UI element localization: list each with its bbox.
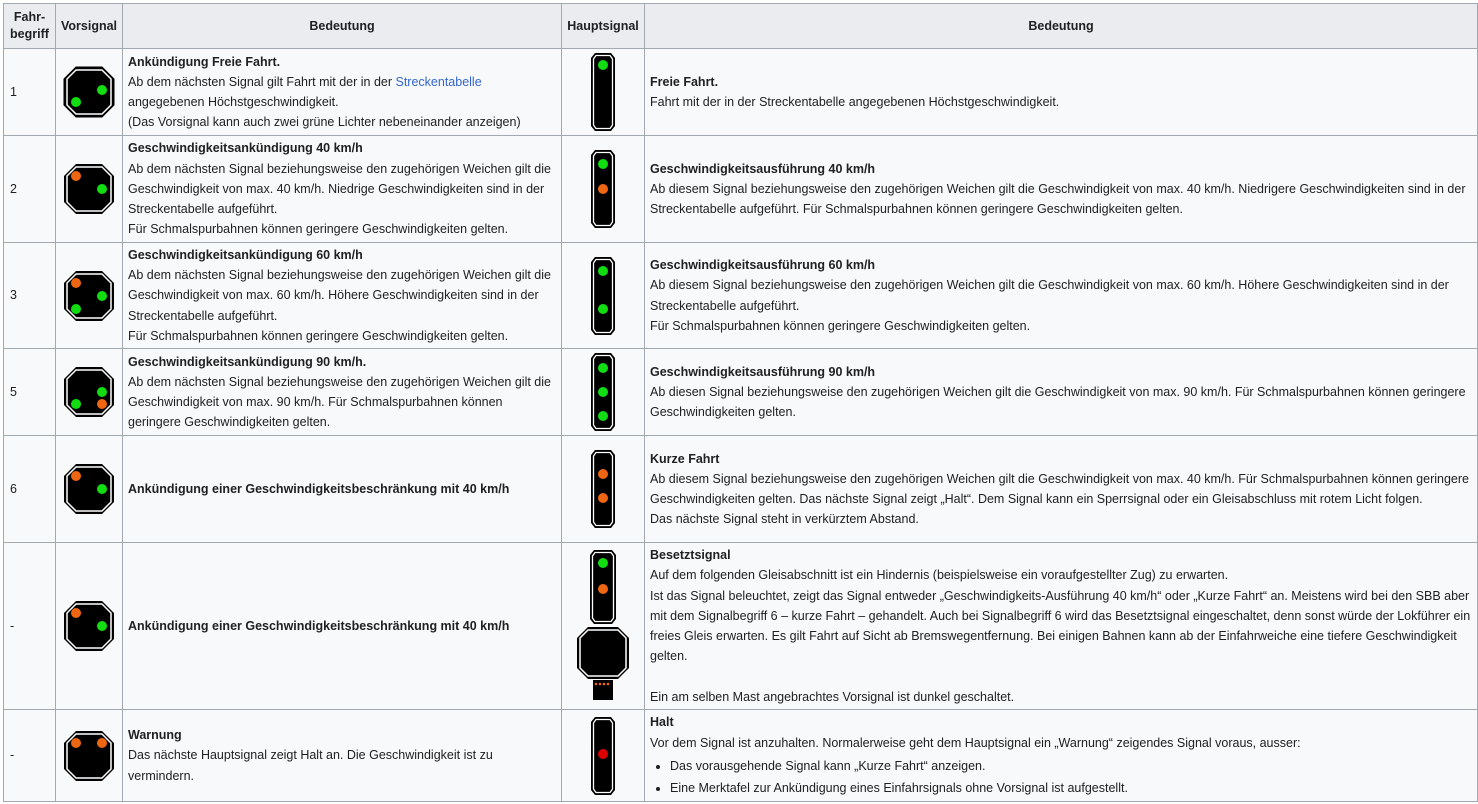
exceptions-list [650, 755, 1472, 799]
vorsignal-light [71, 278, 81, 288]
header-fahrbegriff-line1: Fahr- [13, 10, 46, 24]
description-text: Ein am selben Mast angebrachtes Vorsignal ist dunkel geschaltet. [650, 689, 1015, 704]
fahrbegriff-cell: 5 [4, 349, 56, 436]
hauptsignal-light [598, 159, 608, 169]
vorsignal-green-green-icon [63, 66, 115, 118]
header-bedeutung-hauptsignal: Bedeutung [645, 4, 1478, 49]
hauptsignal-light [598, 411, 608, 421]
description-text: Vor dem Signal ist anzuhalten. Normalerweise geht dem Hauptsignal ein „Warnung“ zeigendes Signal voraus, ausser: [650, 735, 1301, 750]
description-text: Ab dem nächsten Signal gilt Fahrt mit der in der [128, 74, 396, 89]
header-vorsignal: Vorsignal [56, 4, 123, 49]
description-text: Ab diesen Signal beziehungsweise den zugehörigen Weichen gilt die Geschwindigkeit von max. 90 km/h. Für Schmalspurbahnen können geringere Geschwindigkeiten gelten. [650, 384, 1466, 420]
description-text: Für Schmalspurbahnen können geringere Geschwindigkeiten gelten. [128, 328, 509, 343]
hauptsignal-besetzt-icon [575, 549, 631, 703]
hauptsignal-title: Freie Fahrt. [650, 74, 719, 89]
hauptsignal-light [598, 60, 608, 70]
hauptsignal-description [645, 49, 1478, 136]
list-item: • Das vorausgehende Signal kann „Kurze Fahrt“ anzeigen. [670, 755, 1472, 777]
vorsignal-orange-green-green-icon [63, 270, 115, 322]
table-row [4, 136, 1478, 243]
vorsignal-light [97, 387, 107, 397]
vorsignal-light [71, 97, 81, 107]
hauptsignal-light [598, 387, 608, 397]
vorsignal-description [123, 543, 562, 710]
vorsignal-light [97, 85, 107, 95]
vorsignal-light [97, 738, 107, 748]
hauptsignal-title: Kurze Fahrt [650, 451, 720, 466]
vorsignal-light [97, 184, 107, 194]
vorsignal-light [71, 471, 81, 481]
vorsignal-description [123, 349, 562, 436]
vorsignal-image [56, 436, 123, 543]
fahrbegriff-cell: 2 [4, 136, 56, 243]
hauptsignal-image [562, 136, 645, 243]
vorsignal-description [123, 710, 562, 802]
vorsignal-light [97, 399, 107, 409]
vorsignal-light [97, 484, 107, 494]
fahrbegriff-cell: - [4, 710, 56, 802]
vorsignal-image [56, 349, 123, 436]
description-text: Ab dem nächsten Signal beziehungsweise den zugehörigen Weichen gilt die Geschwindigkeit von max. 60 km/h. Höhere Geschwindigkeiten sind in der Streckentabelle aufgeführt. [128, 268, 551, 323]
hauptsignal-description [645, 349, 1478, 436]
vorsignal-orange-green-icon [63, 163, 115, 215]
vorsignal-image [56, 543, 123, 710]
vorsignal-description [123, 49, 562, 136]
vorsignal-orange-green-icon [63, 463, 115, 515]
hauptsignal-image [562, 349, 645, 436]
description-text: Für Schmalspurbahnen können geringere Geschwindigkeiten gelten. [650, 318, 1031, 333]
header-fahrbegriff-line2: begriff [10, 27, 49, 41]
hauptsignal-light [598, 558, 608, 568]
hauptsignal-light [598, 584, 608, 594]
hauptsignal-light [598, 749, 608, 759]
description-text: Für Schmalspurbahnen können geringere Geschwindigkeiten gelten. [128, 222, 509, 237]
vorsignal-title: Geschwindigkeitsankündigung 60 km/h [128, 247, 363, 262]
vorsignal-light [71, 738, 81, 748]
vorsignal-description [123, 436, 562, 543]
hauptsignal-title: Geschwindigkeitsausführung 60 km/h [650, 258, 876, 273]
fahrbegriff-cell: 1 [4, 49, 56, 136]
hauptsignal-light [598, 363, 608, 373]
table-row [4, 436, 1478, 543]
header-fahrbegriff [4, 4, 56, 49]
vorsignal-image [56, 710, 123, 802]
vorsignal-image [56, 49, 123, 136]
vorsignal-orange-green-icon [63, 600, 115, 652]
hauptsignal-green-orange-icon [590, 149, 616, 229]
list-item: • Eine Merktafel zur Ankündigung eines Einfahrsignals ohne Vorsignal ist aufgestellt. [670, 777, 1472, 799]
table-row [4, 243, 1478, 349]
vorsignal-light [71, 304, 81, 314]
fahrbegriff-cell: 3 [4, 243, 56, 349]
vorsignal-description [123, 136, 562, 243]
vorsignal-description [123, 243, 562, 349]
hauptsignal-title: Besetztsignal [650, 548, 731, 563]
table-row [4, 710, 1478, 802]
hauptsignal-orange-orange-icon [590, 449, 616, 529]
table-row [4, 543, 1478, 710]
hauptsignal-image [562, 49, 645, 136]
description-text: Ab diesem Signal beziehungsweise den zugehörigen Weichen gilt die Geschwindigkeit von max. 60 km/h. Höhere Geschwindigkeiten sind in der Streckentabelle aufgeführt. [650, 278, 1449, 313]
hauptsignal-light [598, 493, 608, 503]
vorsignal-title: Ankündigung einer Geschwindigkeitsbeschränkung mit 40 km/h [128, 481, 510, 496]
hauptsignal-light [598, 304, 608, 314]
vorsignal-image [56, 243, 123, 349]
vorsignal-light [71, 399, 81, 409]
hauptsignal-title: Geschwindigkeitsausführung 40 km/h [650, 161, 876, 176]
hauptsignal-light [598, 469, 608, 479]
description-text: Auf dem folgenden Gleisabschnitt ist ein Hindernis (beispielsweise ein voraufgestellter Zug) zu erwarten. [650, 568, 1229, 583]
hauptsignal-description [645, 543, 1478, 710]
vorsignal-title: Warnung [128, 728, 182, 743]
hauptsignal-title: Halt [650, 715, 674, 730]
vorsignal-light [71, 608, 81, 618]
description-text: Ab dem nächsten Signal beziehungsweise den zugehörigen Weichen gilt die Geschwindigkeit von max. 90 km/h. Für Schmalspurbahnen können geringere Geschwindigkeiten gelten. [128, 374, 551, 430]
hauptsignal-green-green-green-icon [590, 352, 616, 432]
description-text: (Das Vorsignal kann auch zwei grüne Lichter nebeneinander anzeigen) [128, 115, 521, 130]
table-row [4, 49, 1478, 136]
vorsignal-orange-orange-icon [63, 730, 115, 782]
description-text: angegebenen Höchstgeschwindigkeit. [128, 95, 339, 109]
hauptsignal-description [645, 243, 1478, 349]
description-text: Ist das Signal beleuchtet, zeigt das Signal entweder „Geschwindigkeits-Ausführung 40 km/h“ oder „Kurze Fahrt“ an. Meistens wird bei den SBB aber mit dem Signalbegriff 6 – kurze Fahrt – gehandelt. Auch bei Signalbegriff 6 wird das Besetztsignal eingeschaltet, denn sonst würde der Lokführer ein freies Gleis erwarten. Es gilt Fahrt auf Sicht ab Bremswegentfernung. Bei einigen Bahnen kann ab der Einfahrweiche eine tiefere Geschwindigkeit gelten. [650, 588, 1471, 664]
vorsignal-title: Ankündigung Freie Fahrt. [128, 54, 281, 69]
vorsignal-image [56, 136, 123, 243]
header-row [4, 4, 1478, 49]
description-text: Fahrt mit der in der Streckentabelle angegebenen Höchstgeschwindigkeit. [650, 95, 1060, 109]
hauptsignal-description [645, 136, 1478, 243]
vorsignal-light [71, 171, 81, 181]
hauptsignal-title: Geschwindigkeitsausführung 90 km/h [650, 364, 876, 379]
description-text: Das nächste Signal steht in verkürztem Abstand. [650, 512, 919, 527]
vorsignal-title: Ankündigung einer Geschwindigkeitsbeschränkung mit 40 km/h [128, 618, 510, 633]
hauptsignal-light [598, 266, 608, 276]
description-text: Ab dem nächsten Signal beziehungsweise den zugehörigen Weichen gilt die Geschwindigkeit von max. 40 km/h. Niedrige Geschwindigkeiten sind in der Streckentabelle aufgeführt. [128, 161, 551, 217]
hauptsignal-image [562, 543, 645, 710]
hauptsignal-image [562, 710, 645, 802]
hauptsignal-description [645, 436, 1478, 543]
description-text: Ab diesem Signal beziehungsweise den zugehörigen Weichen gilt die Geschwindigkeit von max. 40 km/h. Für Schmalspurbahnen können geringere Geschwindigkeiten gelten. Das nächste Signal zeigt „Halt“. Dem Signal kann ein Sperrsignal oder ein Gleisabschluss mit rotem Licht folgen. [650, 471, 1470, 506]
signal-table [3, 3, 1478, 802]
hauptsignal-green-green-icon [590, 256, 616, 336]
vorsignal-title: Geschwindigkeitsankündigung 40 km/h [128, 141, 363, 156]
hauptsignal-description [645, 710, 1478, 802]
streckentabelle-link[interactable]: Streckentabelle [395, 74, 482, 89]
header-hauptsignal: Hauptsignal [562, 4, 645, 49]
fahrbegriff-cell: 6 [4, 436, 56, 543]
header-bedeutung-vorsignal: Bedeutung [123, 4, 562, 49]
vorsignal-light [97, 291, 107, 301]
vorsignal-light [97, 621, 107, 631]
vorsignal-green-green-orange-icon [63, 366, 115, 418]
hauptsignal-image [562, 436, 645, 543]
hauptsignal-image [562, 243, 645, 349]
description-text: Das nächste Hauptsignal zeigt Halt an. Die Geschwindigkeit ist zu vermindern. [128, 748, 493, 783]
hauptsignal-green-icon [590, 52, 616, 132]
description-text: Ab diesem Signal beziehungsweise den zugehörigen Weichen gilt die Geschwindigkeit von max. 40 km/h. Niedrigere Geschwindigkeiten sind in der Streckentabelle aufgeführt. Für Schmalspurbahnen können geringere Geschwindigkeiten gelten. [650, 181, 1466, 217]
vorsignal-title: Geschwindigkeitsankündigung 90 km/h. [128, 354, 367, 369]
fahrbegriff-cell: - [4, 543, 56, 710]
table-row [4, 349, 1478, 436]
hauptsignal-red-icon [590, 716, 616, 796]
hauptsignal-light [598, 184, 608, 194]
